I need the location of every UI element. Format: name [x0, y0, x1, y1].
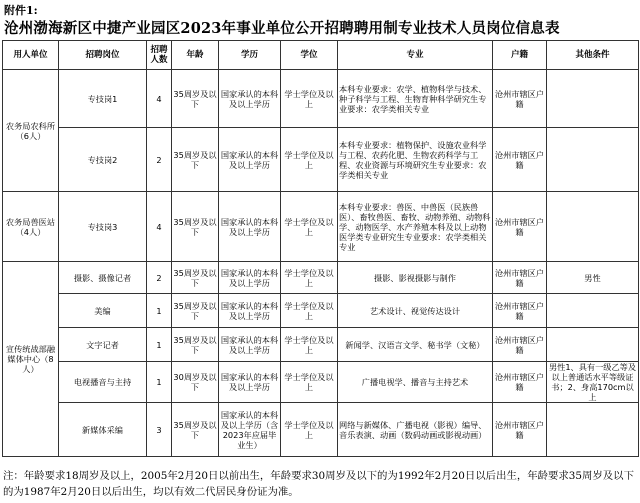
- post-cell: 新媒体采编: [59, 403, 147, 457]
- hukou-cell: 沧州市辖区户籍: [493, 128, 547, 192]
- other-cell: [547, 192, 639, 262]
- degree-cell: 学士学位及以上: [281, 403, 338, 457]
- age-cell: 35周岁及以下: [172, 262, 219, 294]
- degree-cell: 学士学位及以上: [281, 192, 338, 262]
- other-cell: [547, 128, 639, 192]
- header-degree: 学位: [281, 41, 338, 70]
- page-title: 沧州渤海新区中捷产业园区2023年事业单位公开招聘聘用制专业技术人员岗位信息表: [4, 20, 560, 37]
- count-cell: 2: [147, 128, 172, 192]
- major-cell: 艺术设计、视觉传达设计: [338, 294, 493, 328]
- table-row: [3, 403, 639, 457]
- education-cell: 国家承认的本科及以上学历: [219, 362, 281, 403]
- education-cell: 国家承认的本科及以上学历: [219, 192, 281, 262]
- age-cell: 35周岁及以下: [172, 294, 219, 328]
- education-cell: 国家承认的本科及以上学历: [219, 262, 281, 294]
- table-row: [3, 294, 639, 328]
- header-unit: 用人单位: [3, 41, 59, 70]
- hukou-cell: 沧州市辖区户籍: [493, 362, 547, 403]
- footnote: 注：年龄要求18周岁及以上，2005年2月20日以前出生，年龄要求30周岁及以下的为1992年2月20日以后出生，年龄要求35周岁及以下的为1987年2月20日以后出生，均以有效二代居民身份证为准。: [3, 470, 634, 498]
- degree-cell: 学士学位及以上: [281, 70, 338, 128]
- degree-cell: 学士学位及以上: [281, 328, 338, 362]
- unit-media: 宣传统战部融媒体中心（8人）: [3, 262, 59, 457]
- table-row: [3, 262, 639, 294]
- table-row: [3, 70, 639, 128]
- hukou-cell: 沧州市辖区户籍: [493, 192, 547, 262]
- header-age: 年龄: [172, 41, 219, 70]
- other-cell: [547, 403, 639, 457]
- education-cell: 国家承认的本科及以上学历（含2023年应届毕业生）: [219, 403, 281, 457]
- count-cell: 2: [147, 262, 172, 294]
- header-row: [3, 41, 639, 70]
- age-cell: 35周岁及以下: [172, 403, 219, 457]
- major-cell: 本科专业要求：兽医、中兽医（民族兽医）、畜牧兽医、畜牧、动物养殖、动物科学、动物医学、水产养殖本科及以上动物医学类专业研究生专业要求：农学类相关专业: [338, 192, 493, 262]
- major-cell: 网络与新媒体、广播电视（影视）编导、音乐表演、动画（数码动画或影视动画）: [338, 403, 493, 457]
- other-cell: [547, 70, 639, 128]
- other-cell: 男性: [547, 262, 639, 294]
- education-cell: 国家承认的本科及以上学历: [219, 294, 281, 328]
- major-cell: 本科专业要求：农学、植物科学与技术、种子科学与工程、生物育种科学研究生专业要求：农学类相关专业: [338, 70, 493, 128]
- major-cell: 广播电视学、播音与主持艺术: [338, 362, 493, 403]
- hukou-cell: 沧州市辖区户籍: [493, 70, 547, 128]
- count-cell: 1: [147, 328, 172, 362]
- major-cell: 摄影、影视摄影与制作: [338, 262, 493, 294]
- table-row: [3, 328, 639, 362]
- post-cell: 文字记者: [59, 328, 147, 362]
- education-cell: 国家承认的本科及以上学历: [219, 70, 281, 128]
- major-cell: 本科专业要求：植物保护、设施农业科学与工程、农药化肥、生物农药科学与工程、农业资源与环境研究生专业要求：农学类相关专业: [338, 128, 493, 192]
- age-cell: 30周岁及以下: [172, 362, 219, 403]
- count-cell: 1: [147, 294, 172, 328]
- major-cell: 新闻学、汉语言文学、秘书学（文秘）: [338, 328, 493, 362]
- header-education: 学历: [219, 41, 281, 70]
- degree-cell: 学士学位及以上: [281, 362, 338, 403]
- other-cell: 男性1、具有一级乙等及以上普通话水平等级证书；2、身高170cm以上: [547, 362, 639, 403]
- header-count: 招聘人数: [147, 41, 172, 70]
- age-cell: 35周岁及以下: [172, 128, 219, 192]
- table-row: [3, 362, 639, 403]
- header-post: 招聘岗位: [59, 41, 147, 70]
- count-cell: 3: [147, 403, 172, 457]
- hukou-cell: 沧州市辖区户籍: [493, 403, 547, 457]
- table-row: [3, 192, 639, 262]
- degree-cell: 学士学位及以上: [281, 262, 338, 294]
- count-cell: 4: [147, 192, 172, 262]
- education-cell: 国家承认的本科及以上学历: [219, 328, 281, 362]
- unit-agri: 农务局农科所（6人）: [3, 70, 59, 192]
- table-row: [3, 128, 639, 192]
- header-other: 其他条件: [547, 41, 639, 70]
- post-cell: 摄影、摄像记者: [59, 262, 147, 294]
- count-cell: 4: [147, 70, 172, 128]
- count-cell: 1: [147, 362, 172, 403]
- hukou-cell: 沧州市辖区户籍: [493, 328, 547, 362]
- post-cell: 专技岗3: [59, 192, 147, 262]
- post-cell: 专技岗2: [59, 128, 147, 192]
- age-cell: 35周岁及以下: [172, 70, 219, 128]
- post-cell: 美编: [59, 294, 147, 328]
- attachment-label: 附件1:: [4, 4, 38, 17]
- post-cell: 专技岗1: [59, 70, 147, 128]
- positions-table: [2, 40, 639, 457]
- other-cell: [547, 294, 639, 328]
- age-cell: 35周岁及以下: [172, 328, 219, 362]
- degree-cell: 学士学位及以上: [281, 128, 338, 192]
- unit-vet: 农务局兽医站（4人）: [3, 192, 59, 262]
- post-cell: 电视播音与主持: [59, 362, 147, 403]
- header-major: 专业: [338, 41, 493, 70]
- header-hukou: 户籍: [493, 41, 547, 70]
- hukou-cell: 沧州市辖区户籍: [493, 294, 547, 328]
- other-cell: [547, 328, 639, 362]
- degree-cell: 学士学位及以上: [281, 294, 338, 328]
- education-cell: 国家承认的本科及以上学历: [219, 128, 281, 192]
- hukou-cell: 沧州市辖区户籍: [493, 262, 547, 294]
- age-cell: 35周岁及以下: [172, 192, 219, 262]
